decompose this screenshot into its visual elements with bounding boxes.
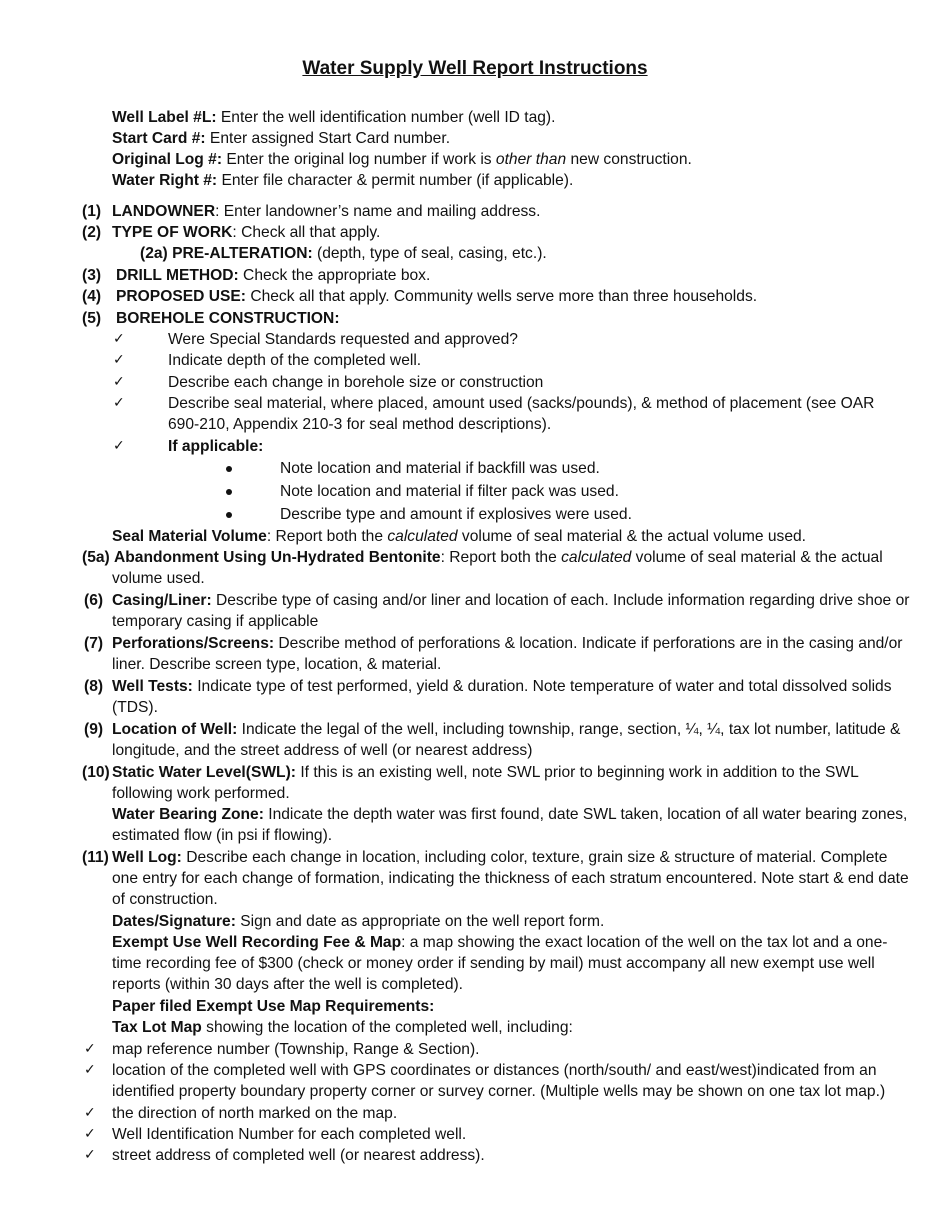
section-text: : a map showing the exact location of the well on the tax lot and a one- xyxy=(401,934,888,951)
section-text: showing the location of the completed well, including: xyxy=(201,1019,573,1036)
section-number: (9) xyxy=(84,721,104,738)
section-number: (6) xyxy=(84,592,104,609)
section-number: (5) xyxy=(82,310,102,327)
section-text: (depth, type of seal, casing, etc.). xyxy=(312,245,547,262)
section-number: (1) xyxy=(82,203,102,220)
check-icon: ✓ xyxy=(84,1126,96,1142)
section-label: Well Log: xyxy=(112,849,182,866)
section-pre-alteration xyxy=(140,243,547,264)
check-icon: ✓ xyxy=(113,352,125,368)
list-item-continuation: identified property boundary property corner or survey corner. (Multiple wells may be shown on one tax lot map.) xyxy=(112,1083,886,1100)
section-label: Static Water Level(SWL): xyxy=(112,764,296,781)
section-text: Describe method of perforations & location. Indicate if perforations are in the casing and/or xyxy=(274,635,903,652)
list-item: Well Identification Number for each completed well. xyxy=(112,1126,467,1143)
dates-signature xyxy=(112,911,604,932)
section-continuation: volume used. xyxy=(112,570,205,587)
field-label: Water Right #: xyxy=(112,172,218,189)
section-text: : Report both the xyxy=(440,549,562,566)
section-number: (4) xyxy=(82,288,102,305)
section-drill-method xyxy=(116,265,430,286)
field-text: Enter the well identification number (well ID tag). xyxy=(216,109,556,126)
bullet-icon xyxy=(226,489,232,495)
page-title: Water Supply Well Report Instructions xyxy=(302,58,648,79)
list-item: map reference number (Township, Range & Section). xyxy=(112,1041,480,1058)
list-item-continuation: 690-210, Appendix 210-3 for seal method descriptions). xyxy=(168,416,552,433)
field-label: Start Card #: xyxy=(112,130,206,147)
check-icon: ✓ xyxy=(84,1062,96,1078)
water-bearing-zone xyxy=(112,804,907,825)
section-number: (3) xyxy=(82,267,102,284)
section-location xyxy=(112,719,900,740)
section-abandonment xyxy=(114,547,883,568)
section-label: Casing/Liner: xyxy=(112,592,212,609)
original-log-line xyxy=(112,149,692,170)
start-card-line xyxy=(112,128,450,149)
section-landowner xyxy=(112,201,540,222)
section-label: Dates/Signature: xyxy=(112,913,236,930)
section-label: Seal Material Volume xyxy=(112,528,267,545)
water-right-line xyxy=(112,170,573,191)
section-perforations xyxy=(112,633,903,654)
section-text: Describe type of casing and/or liner and location of each. Include information regarding drive shoe or xyxy=(211,592,910,609)
section-continuation: reports (within 30 days after the well is completed). xyxy=(112,976,464,993)
check-icon: ✓ xyxy=(84,1147,96,1163)
field-text: Enter assigned Start Card number. xyxy=(205,130,451,147)
field-label: Well Label #L: xyxy=(112,109,217,126)
list-item: Describe seal material, where placed, amount used (sacks/pounds), & method of placement (see OAR xyxy=(168,395,875,412)
section-continuation: longitude, and the street address of well (or nearest address) xyxy=(112,742,533,759)
list-item: Describe type and amount if explosives were used. xyxy=(280,506,632,523)
check-icon: ✓ xyxy=(84,1041,96,1057)
field-text: new construction. xyxy=(566,151,692,168)
section-label: LANDOWNER xyxy=(112,203,216,220)
check-icon: ✓ xyxy=(113,438,125,454)
section-text: Sign and date as appropriate on the well report form. xyxy=(235,913,605,930)
list-item: Indicate depth of the completed well. xyxy=(168,352,422,369)
section-emphasis: calculated xyxy=(387,528,458,545)
section-number: (11) xyxy=(82,849,109,866)
list-item: Describe each change in borehole size or construction xyxy=(168,374,544,391)
section-casing-liner xyxy=(112,590,909,611)
well-label-line xyxy=(112,107,555,128)
section-text: : Report both the xyxy=(266,528,388,545)
section-label: (2a) PRE-ALTERATION: xyxy=(140,245,313,262)
field-text: Enter file character & permit number (if applicable). xyxy=(217,172,574,189)
section-borehole-construction: BOREHOLE CONSTRUCTION: xyxy=(116,310,340,327)
section-continuation: following work performed. xyxy=(112,785,290,802)
section-label: Well Tests: xyxy=(112,678,193,695)
field-label: Original Log #: xyxy=(112,151,223,168)
list-item: location of the completed well with GPS coordinates or distances (north/south/ and east/west)indicated from an xyxy=(112,1062,877,1079)
section-label: Perforations/Screens: xyxy=(112,635,275,652)
section-label: PROPOSED USE: xyxy=(116,288,246,305)
section-number: (7) xyxy=(84,635,104,652)
section-text: Check the appropriate box. xyxy=(238,267,431,284)
section-text: volume of seal material & the actual volume used. xyxy=(457,528,807,545)
check-icon: ✓ xyxy=(113,374,125,390)
section-well-tests xyxy=(112,676,892,697)
check-icon: ✓ xyxy=(113,395,125,411)
section-label: TYPE OF WORK xyxy=(112,224,233,241)
tax-lot-map xyxy=(112,1017,573,1038)
section-continuation: time recording fee of $300 (check or money order if sending by mail) must accompany all new exempt use well xyxy=(112,955,875,972)
section-static-water-level xyxy=(112,762,859,783)
bullet-icon xyxy=(226,512,232,518)
section-text: If this is an existing well, note SWL prior to beginning work in addition to the SWL xyxy=(295,764,859,781)
section-text: : Check all that apply. xyxy=(232,224,381,241)
section-type-of-work xyxy=(112,222,380,243)
section-continuation: liner. Describe screen type, location, & material. xyxy=(112,656,442,673)
list-item: the direction of north marked on the map. xyxy=(112,1105,398,1122)
section-text: Describe each change in location, including color, texture, grain size & structure of material. Complete xyxy=(181,849,888,866)
seal-material-volume xyxy=(112,526,806,547)
section-label: Tax Lot Map xyxy=(112,1019,202,1036)
list-item: Note location and material if backfill was used. xyxy=(280,460,600,477)
section-proposed-use xyxy=(116,286,757,307)
check-icon: ✓ xyxy=(113,331,125,347)
section-text: Indicate the legal of the well, including township, range, section, ¼, ¼, tax lot number, latitude & xyxy=(237,721,901,738)
section-label: Water Bearing Zone: xyxy=(112,806,264,823)
bullet-icon xyxy=(226,466,232,472)
section-text: : Enter landowner’s name and mailing address. xyxy=(215,203,541,220)
section-text: Indicate type of test performed, yield & duration. Note temperature of water and total dissolved solids xyxy=(192,678,892,695)
section-continuation: temporary casing if applicable xyxy=(112,613,319,630)
section-continuation: (TDS). xyxy=(112,699,158,716)
recording-fee xyxy=(112,932,887,953)
section-number: (5a) xyxy=(82,549,110,566)
section-text: volume of seal material & the actual xyxy=(631,549,883,566)
section-label: Abandonment Using Un-Hydrated Bentonite xyxy=(114,549,441,566)
section-text: Indicate the depth water was first found, date SWL taken, location of all water bearing zones, xyxy=(263,806,908,823)
section-label: Exempt Use Well Recording Fee & Map xyxy=(112,934,402,951)
check-icon: ✓ xyxy=(84,1105,96,1121)
section-label: DRILL METHOD: xyxy=(116,267,239,284)
section-continuation: estimated flow (in psi if flowing). xyxy=(112,827,333,844)
list-item: street address of completed well (or nearest address). xyxy=(112,1147,485,1164)
section-number: (8) xyxy=(84,678,104,695)
section-number: (2) xyxy=(82,224,102,241)
list-item: Note location and material if filter pack was used. xyxy=(280,483,619,500)
section-number: (10) xyxy=(82,764,110,781)
section-emphasis: calculated xyxy=(561,549,632,566)
section-well-log xyxy=(112,847,887,868)
field-emphasis: other than xyxy=(495,151,567,168)
field-text: Enter the original log number if work is xyxy=(222,151,496,168)
section-continuation: of construction. xyxy=(112,891,218,908)
section-text: Check all that apply. Community wells serve more than three households. xyxy=(245,288,758,305)
list-item: Were Special Standards requested and approved? xyxy=(168,331,518,348)
section-label: Location of Well: xyxy=(112,721,238,738)
section-continuation: one entry for each change of formation, indicating the thickness of each stratum encountered. Note start & end date xyxy=(112,870,909,887)
if-applicable-heading: If applicable: xyxy=(168,438,264,455)
paper-map-heading: Paper filed Exempt Use Map Requirements: xyxy=(112,998,435,1015)
